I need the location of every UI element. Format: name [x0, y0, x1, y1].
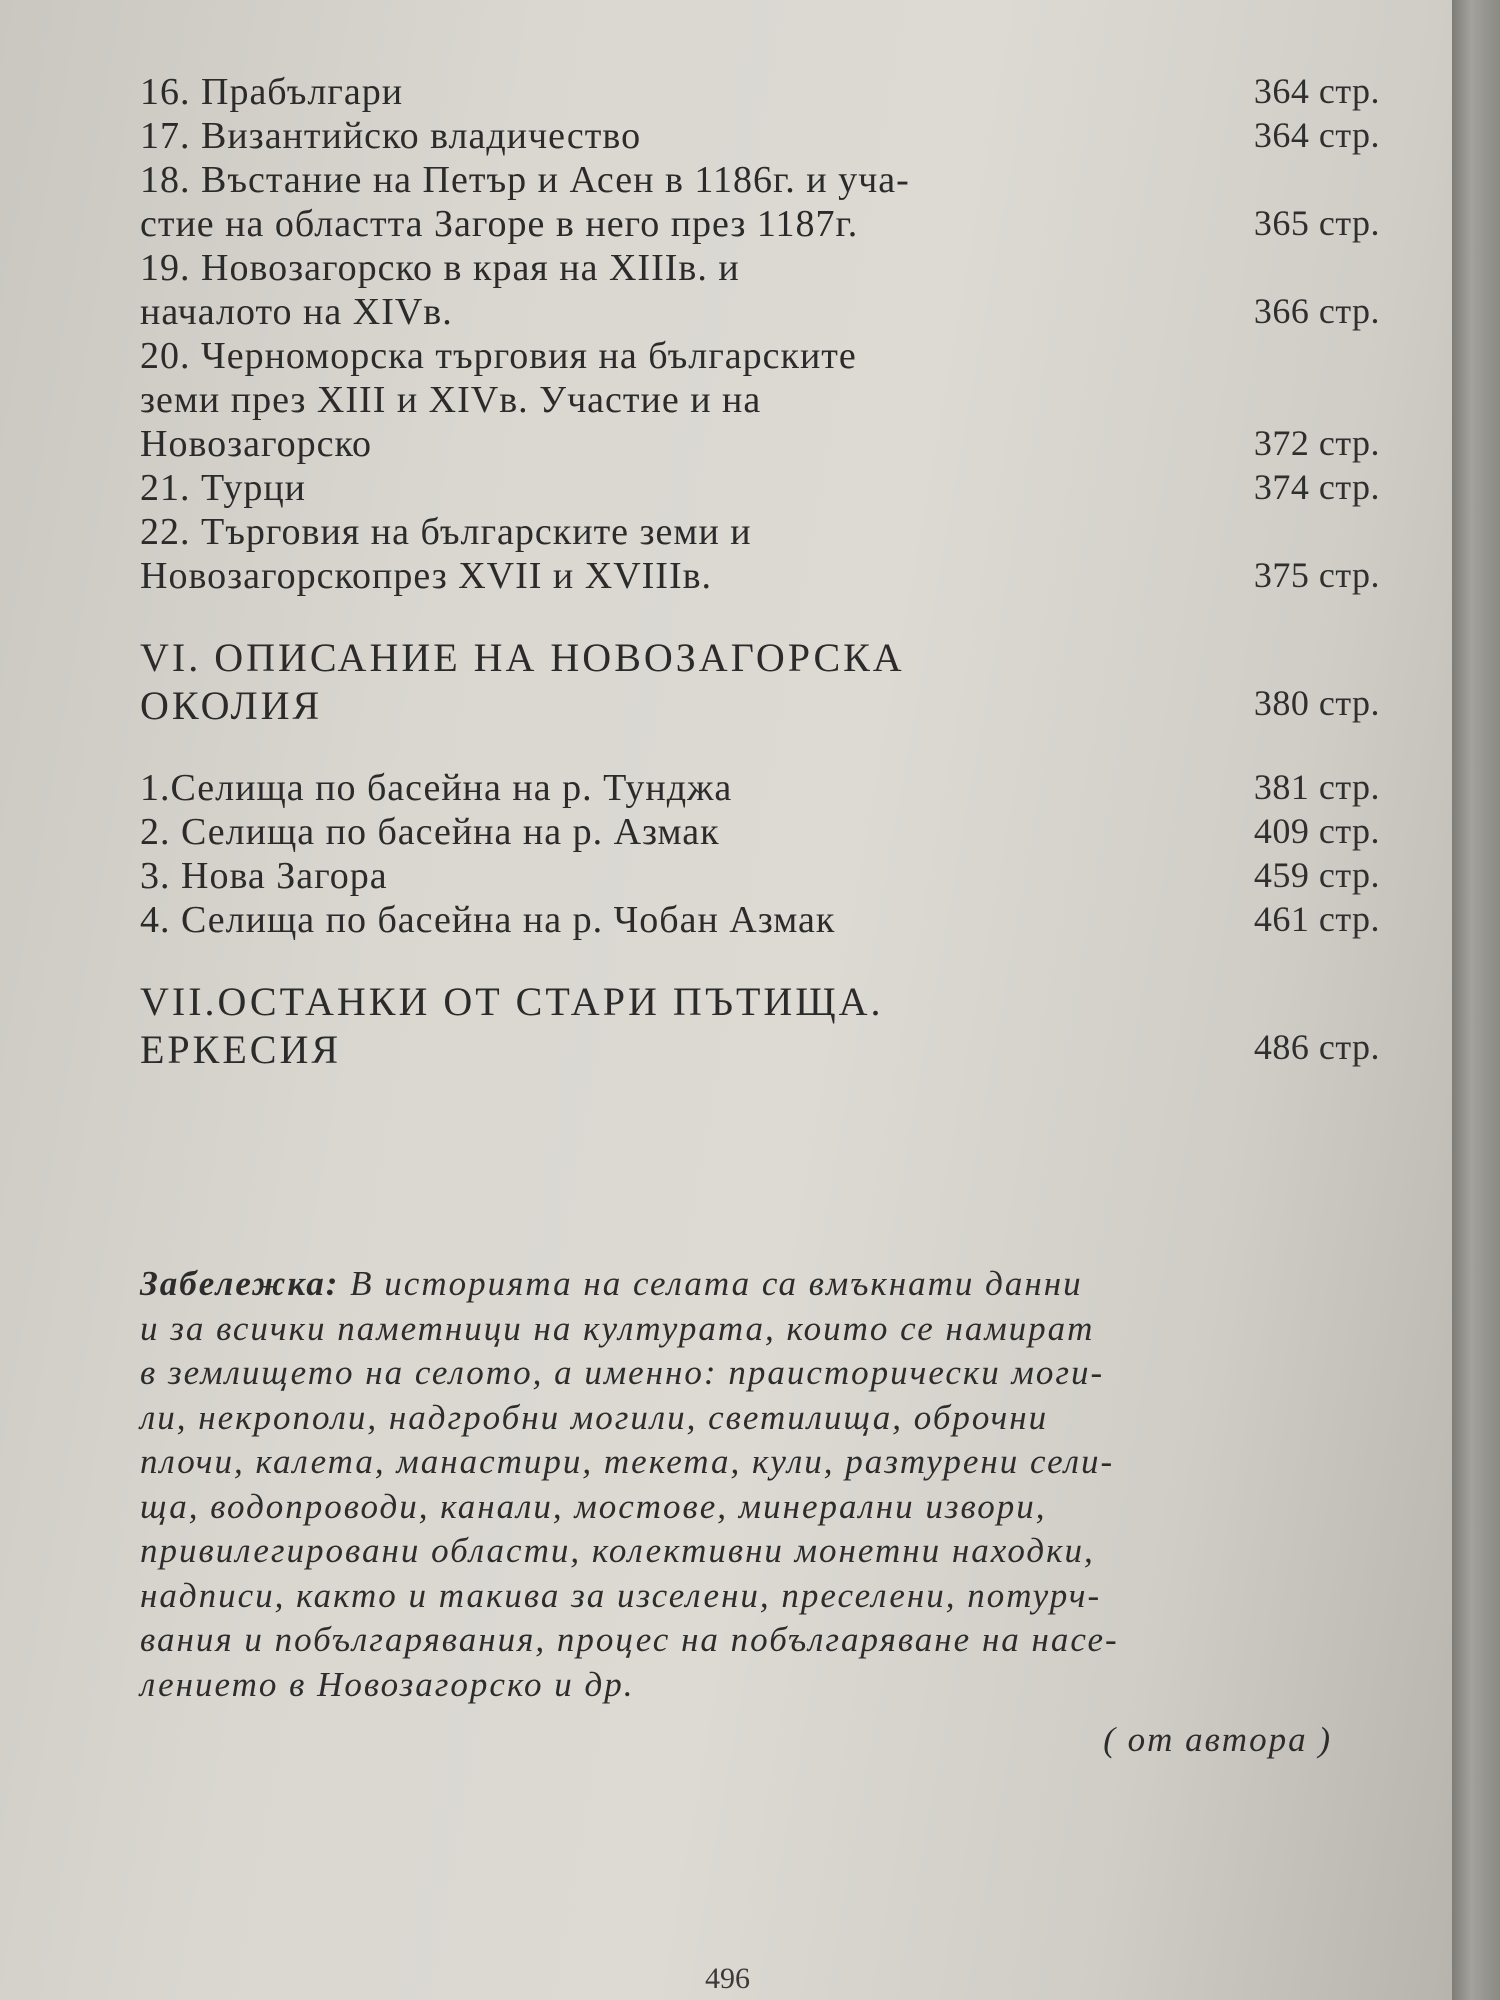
toc-entry-page: 381 стр. [1253, 767, 1380, 807]
section-title: VI. ОПИСАНИЕ НА НОВОЗАГОРСКА [140, 635, 905, 680]
note-line: ли, некрополи, надгробни могили, светилища, оброчни [140, 1397, 1049, 1437]
note-text: В историята на селата са вмъкнати данни [339, 1264, 1083, 1303]
section-page: 380 стр. [1253, 683, 1380, 723]
toc-entry-text: Новозагорскопрез XVII и XVIIIв. [140, 555, 713, 597]
page-number: 496 [705, 1962, 750, 1995]
toc-entry-text: 16. Прабългари [140, 71, 404, 113]
toc-entry-vi-4 [140, 898, 1380, 942]
toc-entry-16 [140, 70, 1380, 114]
toc-entry-page: 459 стр. [1253, 855, 1380, 895]
toc-entry-text: 21. Турци [140, 467, 306, 509]
note-line: лението в Новозагорско и др. [140, 1664, 635, 1704]
note-line: вания и побългарявания, процес на побългаряване на насе- [140, 1620, 1119, 1659]
toc-entry-vi-2 [140, 810, 1380, 854]
section-title: ЕРКЕСИЯ [140, 1027, 342, 1072]
toc-entry-21 [140, 466, 1380, 510]
section-vi-heading-cont [140, 682, 1380, 730]
table-of-contents [140, 70, 1380, 1074]
toc-entry-text: 20. Черноморска търговия на българските [140, 335, 857, 377]
author-note [140, 1262, 1380, 1707]
note-line: плочи, калета, манастири, текета, кули, разтурени сели- [140, 1442, 1115, 1481]
toc-entry-18 [140, 158, 1380, 202]
toc-entry-vi-3 [140, 854, 1380, 898]
page-edge-shadow [1452, 0, 1500, 2000]
note-line: ща, водопроводи, канали, мостове, минерални извори, [140, 1486, 1047, 1526]
toc-entry-19-cont [140, 290, 1380, 334]
toc-entry-page: 366 стр. [1253, 291, 1380, 331]
toc-entry-text: 1.Селища по басейна на р. Тунджа [140, 767, 733, 809]
note-line: и за всички паметници на културата, които се намират [140, 1308, 1095, 1348]
toc-entry-page: 409 стр. [1253, 811, 1380, 851]
note-label: Забележка: [140, 1264, 340, 1303]
toc-entry-20-cont [140, 422, 1380, 466]
toc-entry-text: 3. Нова Загора [140, 855, 388, 897]
toc-entry-text: 17. Византийско владичество [140, 115, 642, 157]
section-page: 486 стр. [1253, 1027, 1380, 1067]
section-vii-heading [140, 978, 1380, 1026]
toc-entry-page: 461 стр. [1253, 899, 1380, 939]
toc-entry-text: 2. Селища по басейна на р. Азмак [140, 811, 720, 853]
note-line [140, 1262, 1380, 1307]
toc-entry-vi-1 [140, 766, 1380, 810]
toc-entry-text: земи през XIII и XIVв. Участие и на [140, 379, 762, 421]
toc-entry-text: Новозагорско [140, 423, 373, 465]
toc-entry-text: началото на XIVв. [140, 291, 453, 333]
toc-entry-text: стие на областта Загоре в него през 1187г. [140, 203, 859, 245]
toc-entry-22-cont [140, 554, 1380, 598]
section-title: VII.ОСТАНКИ ОТ СТАРИ ПЪТИЩА. [140, 979, 884, 1024]
toc-entry-19 [140, 246, 1380, 290]
toc-entry-18-cont [140, 202, 1380, 246]
toc-entry-20 [140, 334, 1380, 378]
toc-entry-22 [140, 510, 1380, 554]
toc-entry-page: 374 стр. [1253, 467, 1380, 507]
toc-entry-page: 364 стр. [1253, 71, 1380, 111]
toc-entry-text: 4. Селища по басейна на р. Чобан Азмак [140, 899, 836, 941]
note-line: привилегировани области, колективни монетни находки, [140, 1531, 1095, 1570]
toc-entry-page: 375 стр. [1253, 555, 1380, 595]
note-line: надписи, както и такива за изселени, преселени, потурч- [140, 1575, 1102, 1615]
section-vi-heading [140, 634, 1380, 682]
section-title: ОКОЛИЯ [140, 683, 323, 728]
toc-entry-20-cont [140, 378, 1380, 422]
note-author: ( от автора ) [1103, 1720, 1332, 1759]
toc-entry-page: 364 стр. [1253, 115, 1380, 155]
toc-entry-17 [140, 114, 1380, 158]
section-vii-heading-cont [140, 1026, 1380, 1074]
toc-entry-page: 365 стр. [1253, 203, 1380, 243]
toc-entry-page: 372 стр. [1253, 423, 1380, 463]
toc-entry-text: 18. Въстание на Петър и Асен в 1186г. и уча- [140, 159, 910, 201]
toc-entry-text: 22. Търговия на българските земи и [140, 511, 752, 553]
toc-entry-text: 19. Новозагорско в края на XIIIв. и [140, 247, 740, 289]
note-line: в землището на селото, а именно: праисторически моги- [140, 1353, 1105, 1392]
